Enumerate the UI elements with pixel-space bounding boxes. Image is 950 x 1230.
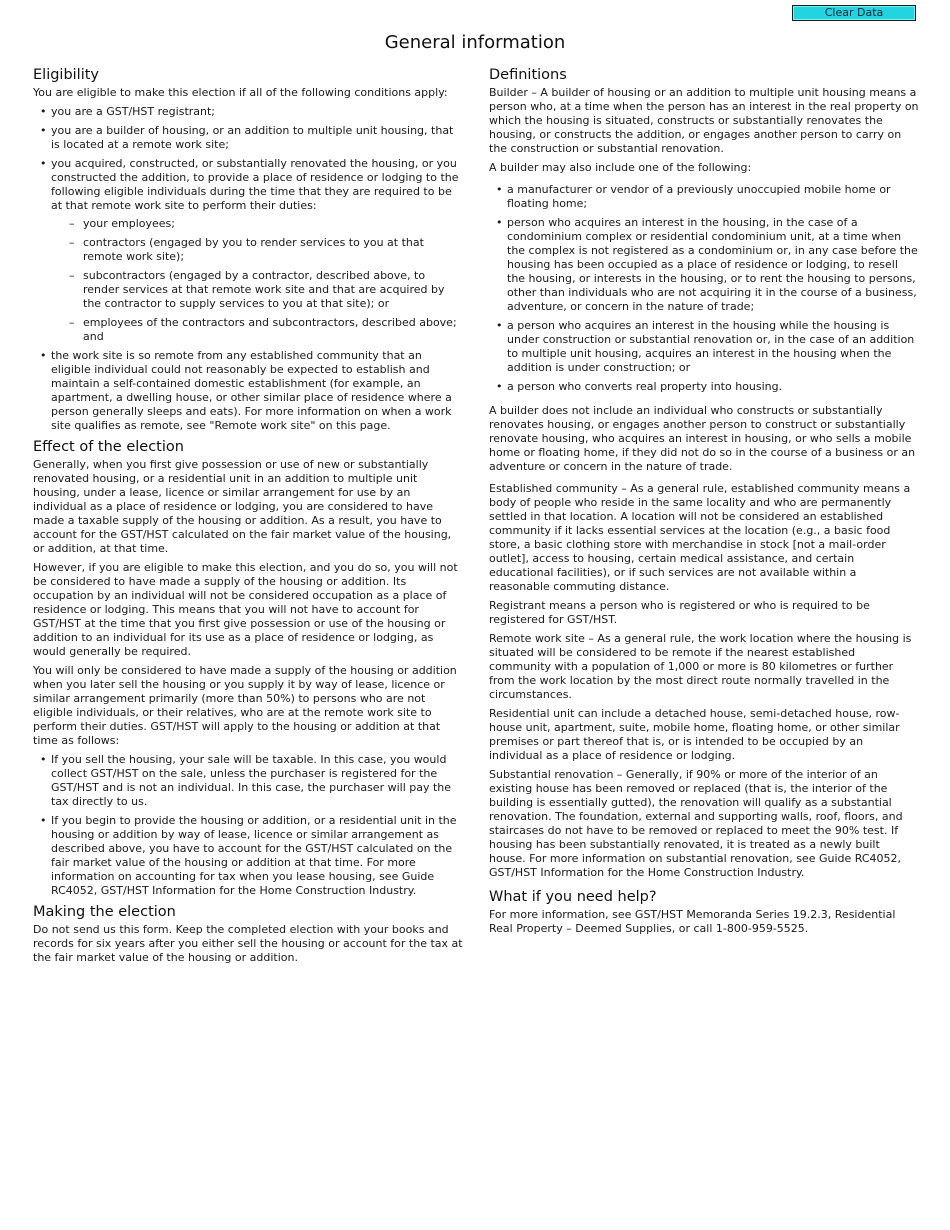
list-item: • a person who acquires an interest in the housing while the housing is under construction or substantial renovation or, in the case of an addition to multiple unit housing, acquires an interest in the housing when the addition is under construction; or bbox=[489, 319, 919, 375]
right-column bbox=[489, 66, 919, 941]
eligibility-heading: Eligibility bbox=[33, 67, 100, 83]
eligibility-list bbox=[33, 105, 463, 433]
residential-unit-definition: Residential unit can include a detached house, semi-detached house, row-house unit, apartment, suite, mobile home, floating home, or other similar premises or part thereof that is, or is intended to be occupied by an individual as a place of residence or lodging. bbox=[489, 707, 900, 762]
effect-paragraph: However, if you are eligible to make this election, and you do so, you will not be considered to have made a supply of the housing or addition. Its occupation by an individual will not be considered occupation as a place of residence or lodging. This means that you will not have to account for GST/HST at the time that you first give possession or use of the housing or addition to an individual for its use as a place of residence or lodging, as would generally be required. bbox=[33, 561, 458, 658]
builder-exclusion: A builder does not include an individual who constructs or substantially renovates housing, or engages another person to construct or substantially renovate housing, who acquires an interest in housing, or who sells a mobile home or floating home, if they did not do so in the course of a business or an adventure or concern in the nature of trade. bbox=[489, 404, 916, 473]
registrant-definition: Registrant means a person who is registered or who is required to be registered for GST/HST. bbox=[489, 599, 870, 626]
eligibility-section bbox=[33, 66, 463, 433]
eligible-individuals-list bbox=[51, 217, 463, 344]
definitions-section bbox=[489, 66, 919, 880]
list-item: – your employees; bbox=[51, 217, 463, 231]
list-item: • a manufacturer or vendor of a previously unoccupied mobile home or floating home; bbox=[489, 183, 919, 211]
help-heading: What if you need help? bbox=[489, 889, 657, 905]
builder-definition: Builder – A builder of housing or an addition to multiple unit housing means a person who, at a time when the person has an interest in the real property on which the housing is situated, constructs or substantially renovates the housing, or constructs the addition, or engages another person to carry on the construction or substantial renovation. bbox=[489, 86, 919, 155]
list-item: • you are a builder of housing, or an addition to multiple unit housing, that is located at a remote work site; bbox=[33, 124, 463, 152]
substantial-renovation-definition: Substantial renovation – Generally, if 90% or more of the interior of an existing house has been removed or replaced (that is, the interior of the building is essentially gutted), the renovation will qualify as a substantial renovation. The foundation, external and supporting walls, roof, floors, and staircases do not have to be removed or replaced to meet the 90% test. If housing has been substantially renovated, it is treated as a newly built house. For more information on substantial renovation, see Guide RC4052, GST/HST Information for the Home Construction Industry. bbox=[489, 768, 903, 879]
list-item: • If you begin to provide the housing or addition, or a residential unit in the housing or addition by way of lease, licence or similar arrangement as described above, you have to account for the GST/HST calculated on the fair market value of the housing or addition at that time. For more information on accounting for tax when you lease housing, see Guide RC4052, GST/HST Information for the Home Construction Industry. bbox=[33, 814, 463, 898]
list-item: • If you sell the housing, your sale will be taxable. In this case, you would collect GST/HST on the sale, unless the purchaser is registered for the GST/HST and is not an individual. In this case, the purchaser will pay the tax directly to us. bbox=[33, 753, 463, 809]
list-item: – employees of the contractors and subcontractors, described above; and bbox=[51, 316, 463, 344]
making-section bbox=[33, 903, 463, 965]
clear-data-button[interactable]: Clear Data bbox=[792, 5, 916, 21]
making-paragraph: Do not send us this form. Keep the completed election with your books and records for six years after you either sell the housing or account for the tax at the fair market value of the housing or addition. bbox=[33, 923, 463, 964]
builder-list bbox=[489, 183, 919, 394]
effect-paragraph: Generally, when you first give possession or use of new or substantially renovated housing, or a residential unit in an addition to multiple unit housing, under a lease, licence or similar arrangement for use by an individual as a place of residence or lodging, you are considered to have made a taxable supply of the housing or addition. As a result, you have to account for the GST/HST calculated on the fair market value of the housing, or addition, at that time. bbox=[33, 458, 452, 555]
remote-work-site-definition: Remote work site – As a general rule, the work location where the housing is situated will be considered to be remote if the nearest established community with a population of 1,000 or more is 80 kilometres or further from the work location by the most direct route normally travelled in the circumstances. bbox=[489, 632, 912, 701]
help-paragraph: For more information, see GST/HST Memoranda Series 19.2.3, Residential Real Property – Deemed Supplies, or call 1-800-959-5525. bbox=[489, 908, 896, 935]
eligibility-intro: You are eligible to make this election if all of the following conditions apply: bbox=[33, 86, 448, 99]
effect-list bbox=[33, 753, 463, 898]
making-heading: Making the election bbox=[33, 904, 176, 920]
established-community-definition: Established community – As a general rule, established community means a body of people who reside in the same locality and who are permanently settled in that location. A location will not be considered an established community if it lacks essential services at the location (e.g., a basic food store, a basic clothing store with merchandise in stock [not a mail-order outlet], access to housing, certain medical assistance, and certain educational facilities), or if such services are not available within a reasonable commuting distance. bbox=[489, 482, 911, 593]
effect-heading: Effect of the election bbox=[33, 439, 184, 455]
list-item: – subcontractors (engaged by a contractor, described above, to render services at that remote work site and that are acquired by the contractor to supply services to you at that site); or bbox=[51, 269, 463, 311]
list-item: • a person who converts real property into housing. bbox=[489, 380, 919, 394]
left-column bbox=[33, 66, 463, 970]
list-item: – contractors (engaged by you to render services to you at that remote work site); bbox=[51, 236, 463, 264]
builder-may-include: A builder may also include one of the following: bbox=[489, 161, 752, 174]
effect-paragraph: You will only be considered to have made a supply of the housing or addition when you later sell the housing or you supply it by way of lease, licence or similar arrangement primarily (more than 50%) to persons who are not eligible individuals, or their relatives, who are at the remote work site to perform their duties. GST/HST will apply to the housing or addition at that time as follows: bbox=[33, 664, 457, 747]
list-item: • you acquired, constructed, or substantially renovated the housing, or you constructed the addition, to provide a place of residence or lodging to the following eligible individuals during the time that they are required to be at that remote work site to perform their duties: – your employees; – contractors (engaged by you to render services to you at that remote work site); – subcontractors (engaged by a contractor, described above, to render services at that remote work site and that are acquired by the contractor to supply services to you at that site); or – employees of the contractors and subcontractors, described above; and bbox=[33, 157, 463, 344]
effect-section bbox=[33, 438, 463, 898]
list-item: • person who acquires an interest in the housing, in the case of a condominium complex or residential condominium unit, at a time when the complex is not registered as a condominium or, in any case before the housing has been occupied as a place of residence or lodging, to resell the housing, or interests in the housing, or to rent the housing to persons, other than individuals who are not acquiring it in the course of a business, adventure, or concern in the nature of trade; bbox=[489, 216, 919, 314]
definitions-heading: Definitions bbox=[489, 67, 567, 83]
page-title: General information bbox=[384, 32, 566, 53]
list-item: • the work site is so remote from any established community that an eligible individual could not reasonably be expected to establish and maintain a self-contained domestic establishment (for example, an apartment, a dwelling house, or other similar place of residence where a person generally sleeps and eats). For more information on when a work site qualifies as remote, see "Remote work site" on this page. bbox=[33, 349, 463, 433]
help-section bbox=[489, 888, 919, 936]
list-item: • you are a GST/HST registrant; bbox=[33, 105, 463, 119]
